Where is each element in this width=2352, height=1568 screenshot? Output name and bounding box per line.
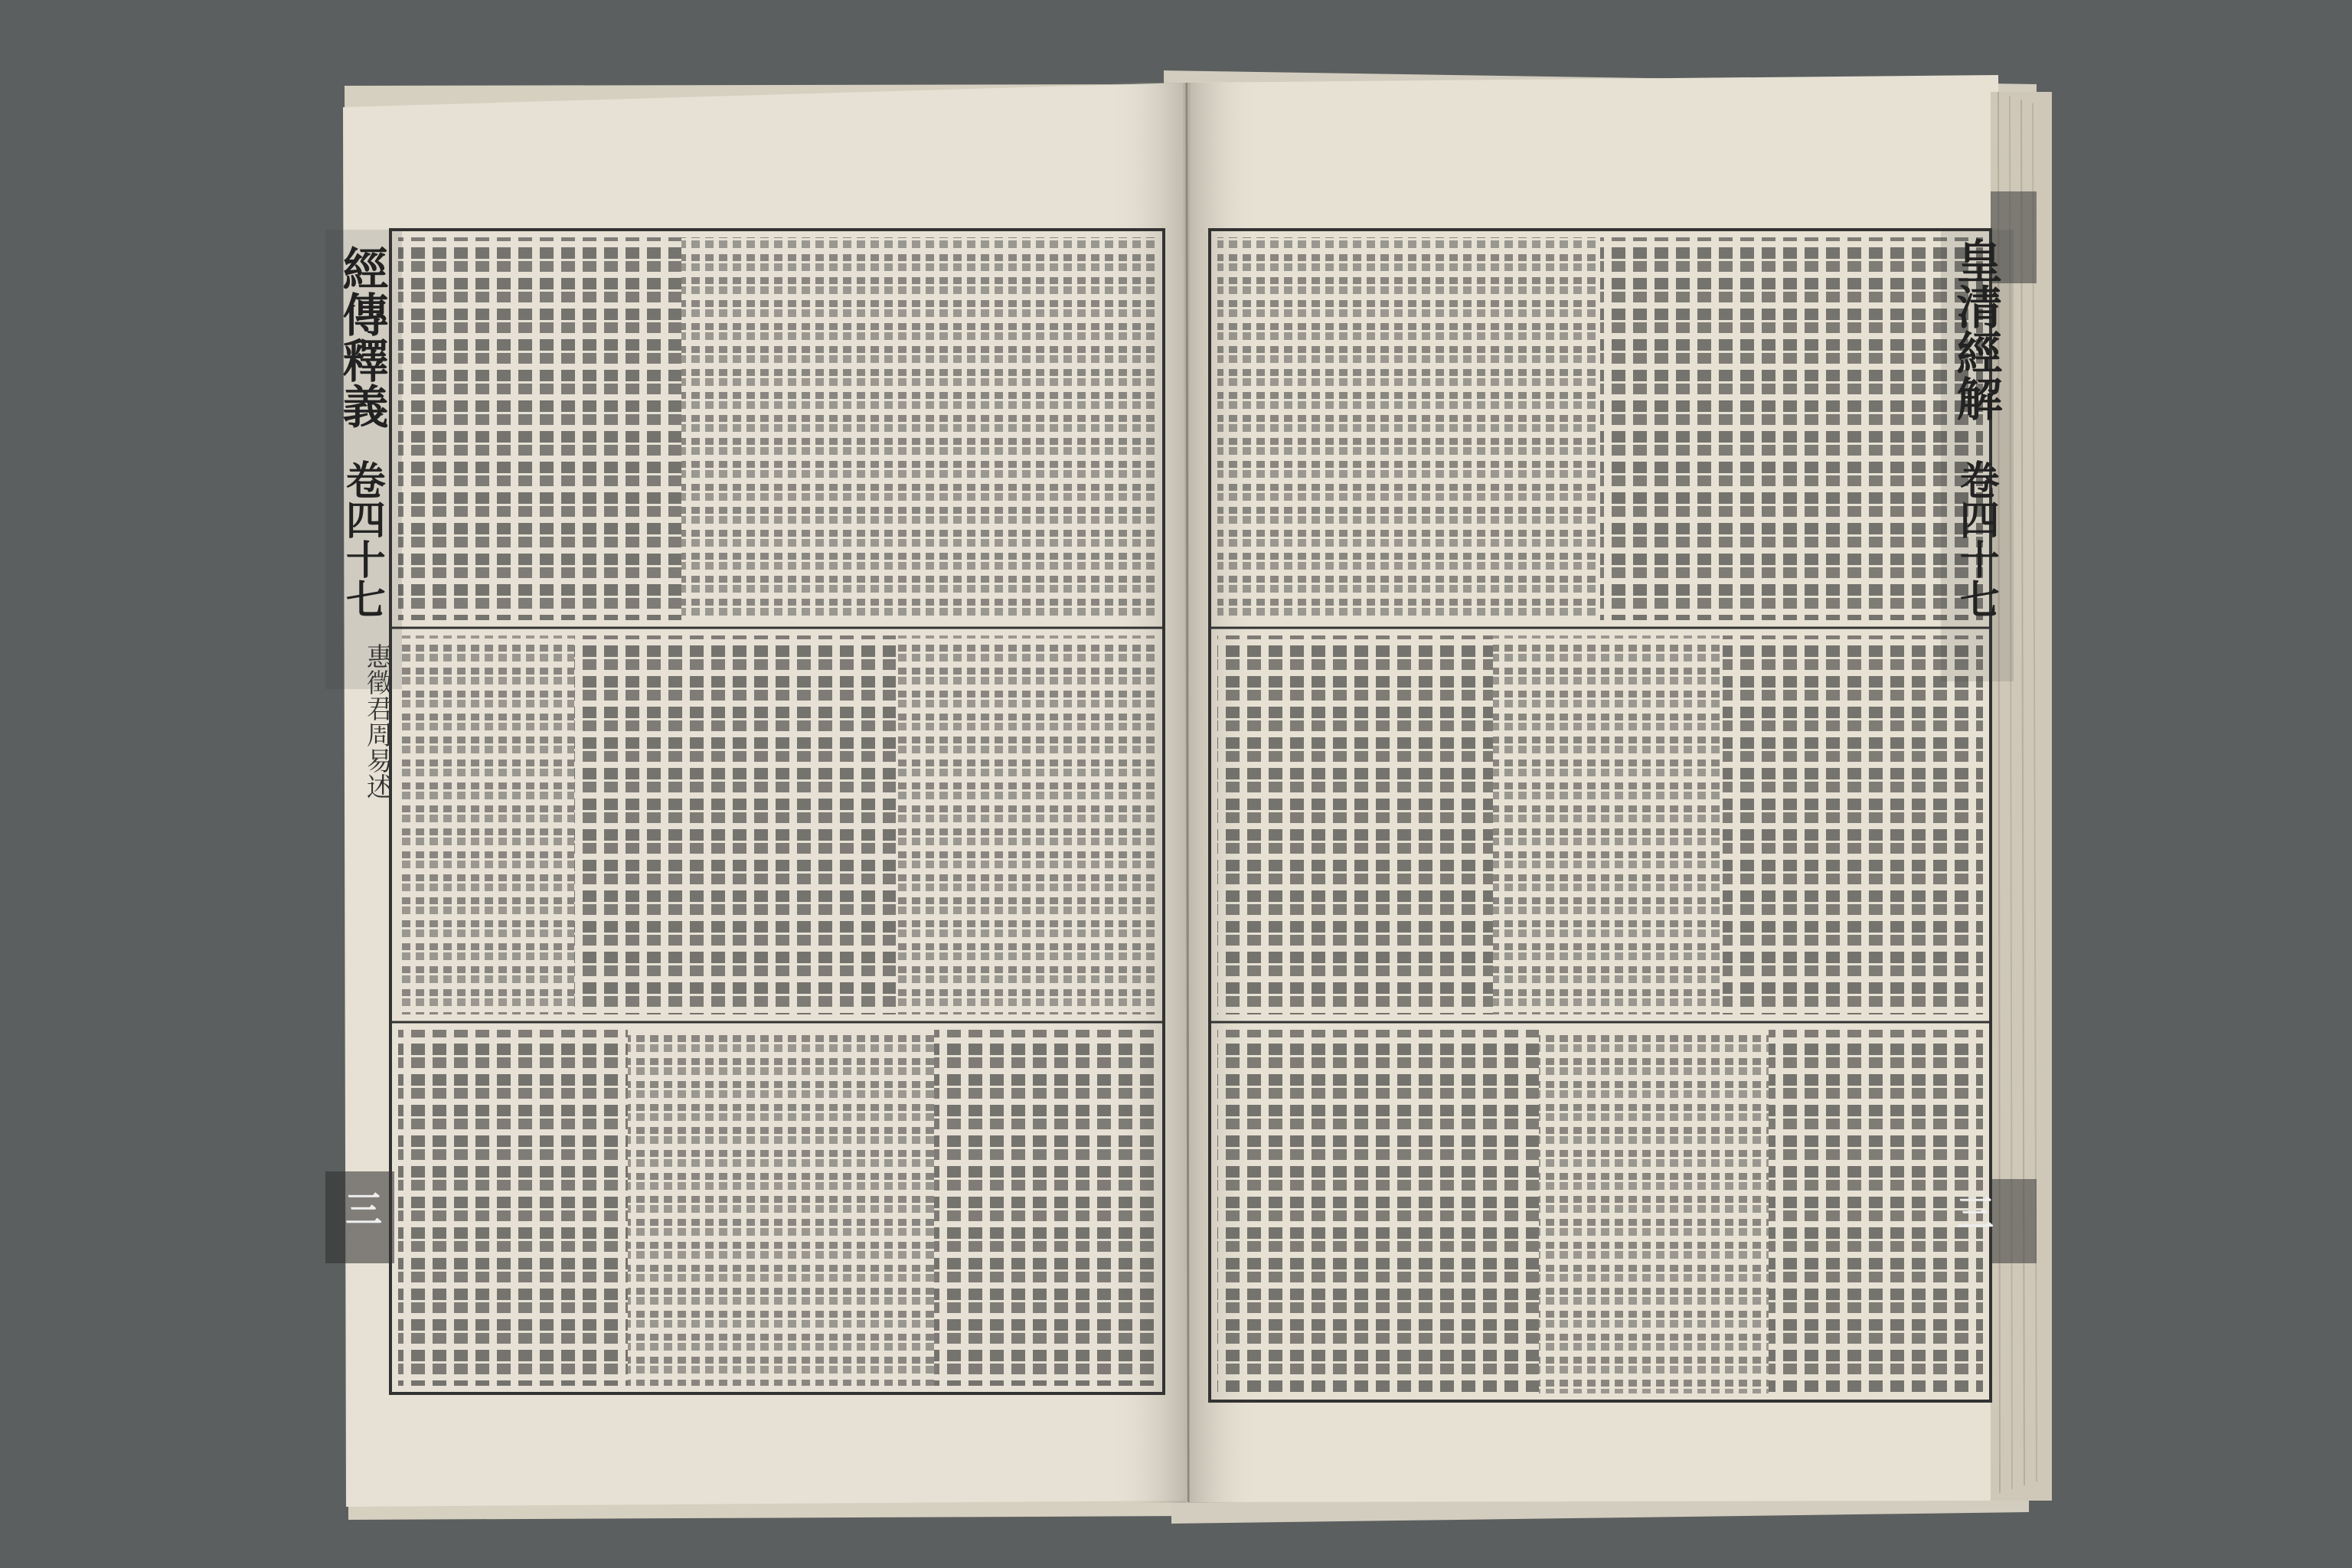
left-header-title — [331, 245, 392, 429]
right-text-block-middle — [1217, 635, 1983, 1014]
right-header-title — [1945, 237, 2006, 421]
right-page-number — [1949, 1194, 2002, 1233]
left-text-block-bottom — [398, 1030, 1156, 1386]
left-page-number — [337, 1188, 390, 1231]
right-header-volume — [1945, 459, 2006, 619]
right-page-number-text: 三 — [1956, 1192, 1994, 1235]
right-header-volume-text: 卷四十七 — [1952, 459, 2000, 619]
left-text-block-middle — [398, 635, 1156, 1014]
left-author-text: 惠徵君周易述 — [361, 643, 393, 799]
spine-line — [1187, 83, 1188, 1502]
left-header-title-text: 經傳釋義 — [335, 245, 389, 429]
left-page-number-text: 三 — [345, 1188, 382, 1231]
left-header-volume — [331, 459, 392, 619]
right-text-block-top — [1217, 237, 1983, 620]
left-text-block-top — [398, 237, 1156, 620]
left-author — [360, 643, 394, 799]
right-text-block-bottom — [1217, 1030, 1983, 1393]
left-header-volume-text: 卷四十七 — [338, 459, 386, 619]
right-header-title-text: 皇清經解 — [1949, 237, 2003, 421]
